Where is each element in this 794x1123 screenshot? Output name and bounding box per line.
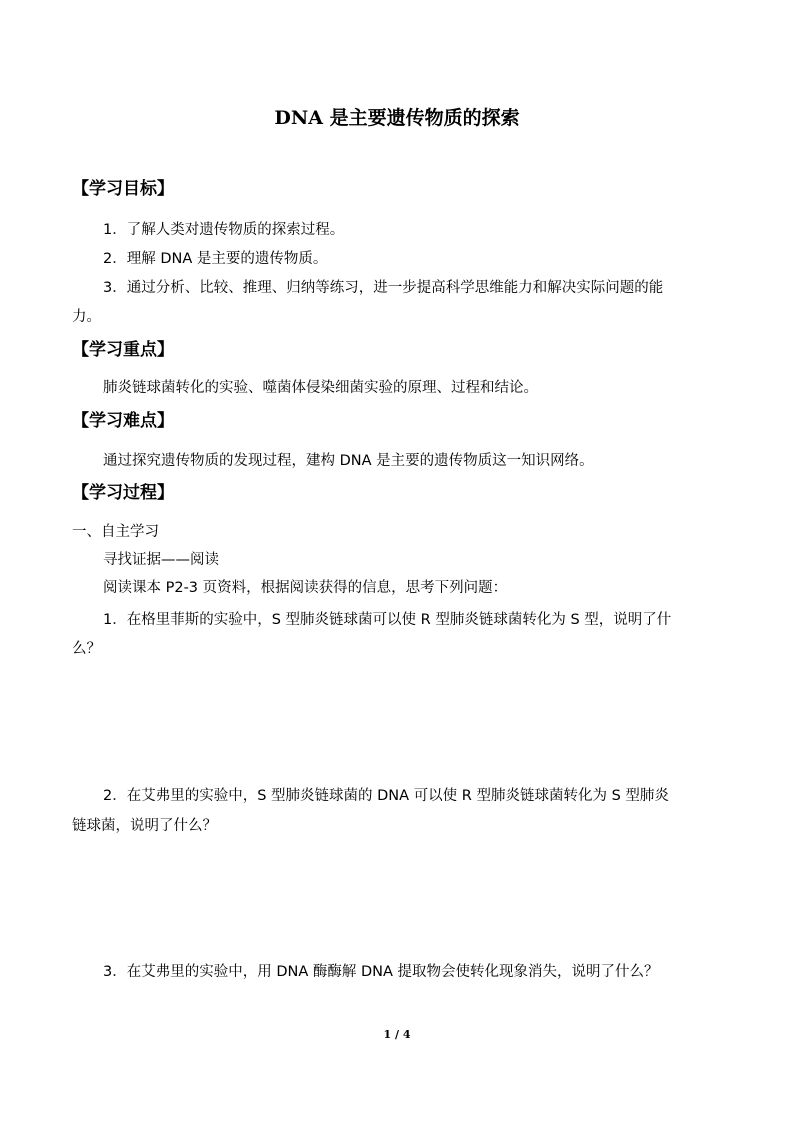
page-number: 1 / 4	[383, 1028, 411, 1041]
key-points-heading: 【学习重点】	[72, 340, 174, 360]
self-study-label: 一、自主学习	[72, 524, 159, 540]
question-1-line-2: 么？	[72, 641, 101, 657]
question-2-line-1: 2．在艾弗里的实验中，S 型肺炎链球菌的 DNA 可以使 R 型肺炎链球菌转化为 S 型肺炎	[103, 788, 669, 804]
question-2-line-2: 链球菌，说明了什么？	[72, 818, 217, 834]
objective-item-1: 1．了解人类对遗传物质的探索过程。	[103, 222, 345, 238]
process-heading: 【学习过程】	[72, 483, 174, 503]
document-title: DNA 是主要遗传物质的探索	[274, 107, 520, 129]
find-evidence-label: 寻找证据——阅读	[103, 552, 219, 568]
reading-instruction: 阅读课本 P2-3 页资料，根据阅读获得的信息，思考下列问题：	[103, 580, 508, 596]
question-1-line-1: 1．在格里菲斯的实验中，S 型肺炎链球菌可以使 R 型肺炎链球菌转化为 S 型，说明了什	[103, 612, 672, 628]
objective-item-2: 2．理解 DNA 是主要的遗传物质。	[103, 251, 328, 267]
objective-item-3-cont: 力。	[72, 309, 101, 325]
key-points-text: 肺炎链球菌转化的实验、噬菌体侵染细菌实验的原理、过程和结论。	[103, 380, 538, 396]
question-3-line-1: 3．在艾弗里的实验中，用 DNA 酶酶解 DNA 提取物会使转化现象消失，说明了什么？	[103, 964, 659, 980]
objectives-heading: 【学习目标】	[72, 179, 174, 199]
objective-item-3: 3．通过分析、比较、推理、归纳等练习，进一步提高科学思维能力和解决实际问题的能	[103, 280, 664, 296]
difficulties-text: 通过探究遗传物质的发现过程，建构 DNA 是主要的遗传物质这一知识网络。	[103, 453, 594, 469]
difficulties-heading: 【学习难点】	[72, 411, 174, 431]
